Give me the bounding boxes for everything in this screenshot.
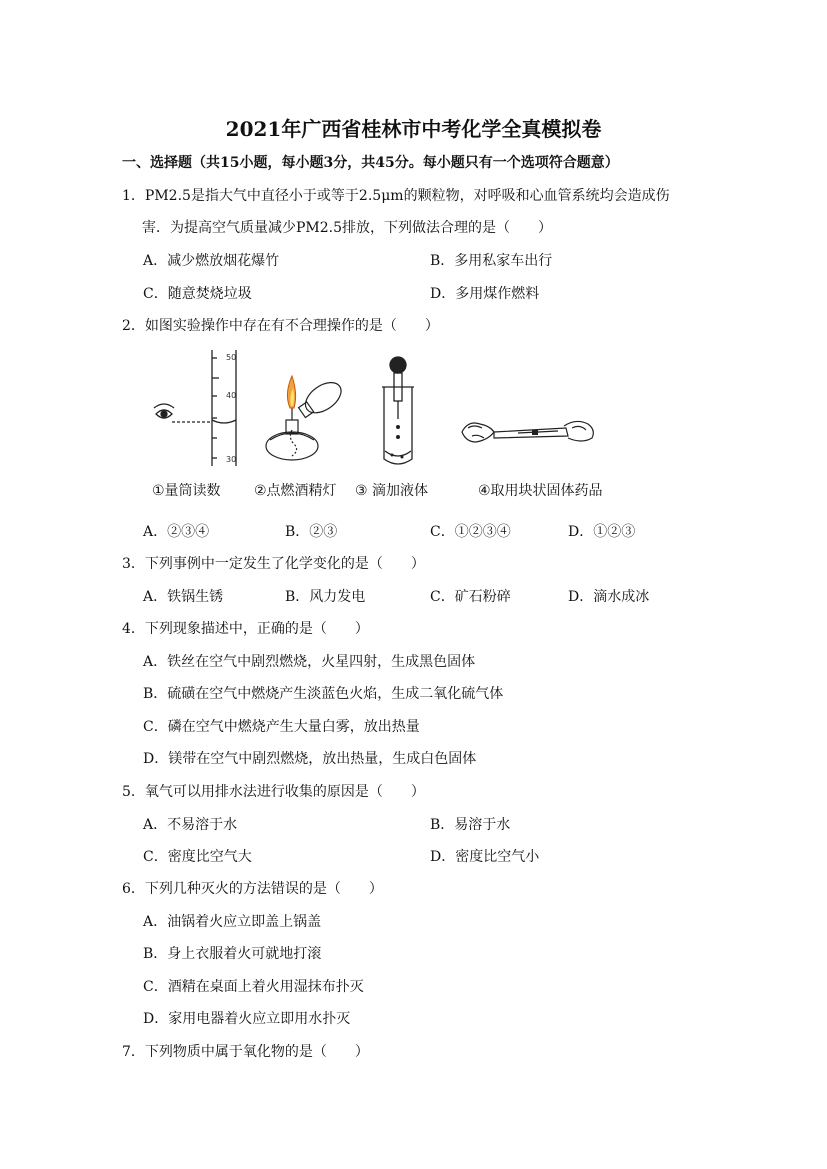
q2-option-c: C．①②③④: [430, 524, 511, 540]
q6-option-b: B．身上衣服着火可就地打滚: [143, 946, 322, 962]
figure-caption-2: ②点燃酒精灯: [254, 483, 337, 499]
q3-option-a: A．铁锅生锈: [143, 589, 224, 605]
q1-option-c: C．随意焚烧垃圾: [143, 286, 252, 302]
q5-option-d: D．密度比空气小: [430, 849, 540, 865]
q1-option-b: B．多用私家车出行: [430, 253, 553, 269]
q3-option-b: B．风力发电: [285, 589, 366, 605]
q6-option-c: C．酒精在桌面上着火用湿抹布扑灭: [143, 979, 364, 995]
figure-caption-1: ①量筒读数: [152, 483, 221, 499]
q7-stem: 7．下列物质中属于氧化物的是（ ）: [122, 1044, 369, 1060]
q6-option-a: A．油锅着火应立即盖上锅盖: [143, 914, 322, 930]
q2-option-a: A．②③④: [143, 524, 210, 540]
cylinder-tick-50: 50: [226, 353, 237, 362]
figure-caption-3: ③ 滴加液体: [355, 483, 429, 499]
q4-option-c: C．磷在空气中燃烧产生大量白雾，放出热量: [143, 719, 420, 735]
dropper-figure: [378, 355, 418, 467]
q1-option-d: D．多用煤作燃料: [430, 286, 540, 302]
q6-option-d: D．家用电器着火应立即用水扑灭: [143, 1011, 351, 1027]
page-title: 2021年广西省桂林市中考化学全真模拟卷: [225, 117, 602, 141]
graduated-cylinder-figure: [150, 348, 250, 470]
q2-option-b: B．②③: [285, 524, 338, 540]
cylinder-tick-40: 40: [226, 391, 237, 400]
q4-stem: 4．下列现象描述中，正确的是（ ）: [122, 621, 369, 637]
q4-option-b: B．硫磺在空气中燃烧产生淡蓝色火焰，生成二氧化硫气体: [143, 686, 504, 702]
q2-option-d: D．①②③: [568, 524, 636, 540]
q5-option-c: C．密度比空气大: [143, 849, 252, 865]
q2-stem: 2．如图实验操作中存在有不合理操作的是（ ）: [122, 318, 439, 334]
cylinder-tick-30: 30: [226, 455, 237, 464]
q1-stem-line1: 1．PM2.5是指大气中直径小于或等于2.5μm的颗粒物，对呼吸和心血管系统均会造成伤: [122, 188, 670, 204]
q5-option-a: A．不易溶于水: [143, 817, 238, 833]
section-heading: 一、选择题（共15小题，每小题3分，共45分。每小题只有一个选项符合题意）: [122, 155, 619, 171]
q6-stem: 6．下列几种灭火的方法错误的是（ ）: [122, 881, 383, 897]
q4-option-a: A．铁丝在空气中剧烈燃烧，火星四射，生成黑色固体: [143, 654, 476, 670]
q3-option-d: D．滴水成冰: [568, 589, 650, 605]
solid-reagent-figure: [458, 412, 598, 452]
alcohol-lamp-figure: [262, 368, 354, 468]
q3-option-c: C．矿石粉碎: [430, 589, 511, 605]
q5-option-b: B．易溶于水: [430, 817, 511, 833]
q1-option-a: A．减少燃放烟花爆竹: [143, 253, 280, 269]
q5-stem: 5．氧气可以用排水法进行收集的原因是（ ）: [122, 784, 425, 800]
q4-option-d: D．镁带在空气中剧烈燃烧，放出热量，生成白色固体: [143, 751, 477, 767]
figure-caption-4: ④取用块状固体药品: [478, 483, 603, 499]
q1-stem-line2: 害．为提高空气质量减少PM2.5排放，下列做法合理的是（ ）: [142, 220, 553, 236]
q3-stem: 3．下列事例中一定发生了化学变化的是（ ）: [122, 556, 425, 572]
